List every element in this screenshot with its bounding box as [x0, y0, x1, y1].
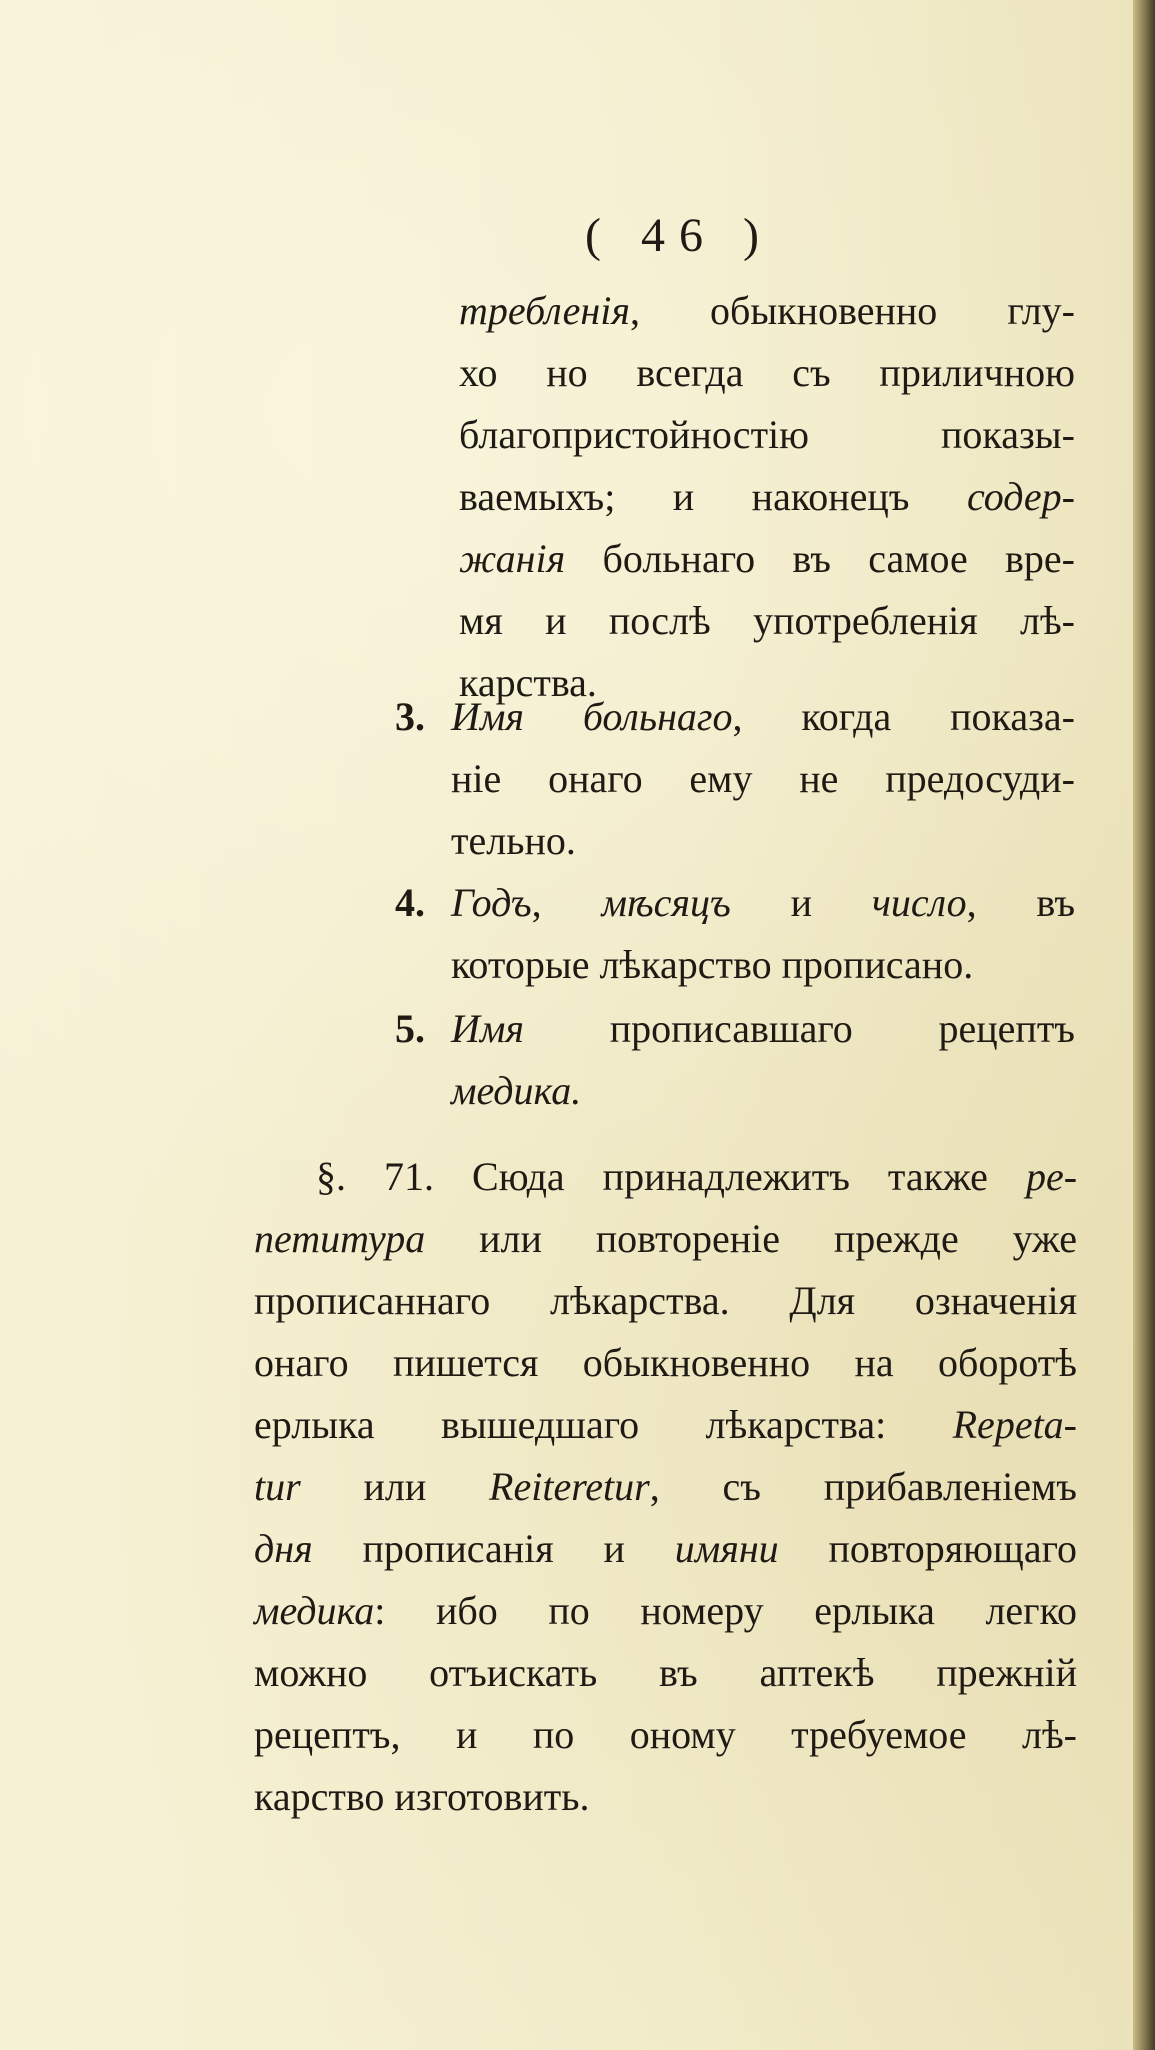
section-text: Сюда принадлежитъ также ре- [472, 1154, 1078, 1199]
item-3 [395, 686, 1075, 872]
section-line: онаго пишется обыкновенно на оборотѣ [254, 1340, 1077, 1385]
section-line: tur или Reiteretur, съ прибавленіемъ [254, 1464, 1077, 1509]
text-line: ваемыхъ; и наконецъ содер- [459, 474, 1075, 519]
text-line: мя и послѣ употребленія лѣ- [459, 598, 1075, 643]
item-line: которые лѣкарство прописано. [451, 942, 974, 987]
section-line: рецептъ, и по оному требуемое лѣ- [254, 1712, 1077, 1757]
section-71 [254, 1146, 1077, 1828]
item-line [395, 686, 1075, 748]
item-text: Годъ, мѣсяцъ и число, въ [451, 880, 1076, 925]
text-line: карства. [459, 660, 597, 705]
section-line: петитура или повтореніе прежде уже [254, 1216, 1077, 1261]
section-line: карство изготовить. [254, 1774, 590, 1819]
section-line: дня прописанія и имяни повторяющаго [254, 1526, 1077, 1571]
section-line: можно отъискать въ аптекѣ прежній [254, 1650, 1077, 1695]
item-number: 3. [395, 694, 425, 739]
item-number: 4. [395, 880, 425, 925]
item-text: Имя больнаго, когда показа- [451, 694, 1075, 739]
text-line: хо но всегда съ приличною [459, 350, 1075, 395]
item-line [395, 872, 1075, 934]
top-paragraph [459, 280, 1075, 714]
text-line: жанія больнаго въ самое вре- [459, 536, 1075, 581]
page-number: ( 46 ) [585, 209, 773, 262]
item-line: тельно. [451, 818, 576, 863]
section-marker: §. 71. [316, 1154, 435, 1199]
item-line: ніе онаго ему не предосуди- [451, 756, 1075, 801]
text-line: благопристойностію показы- [459, 412, 1075, 457]
item-text: Имя прописавшаго рецептъ [451, 1006, 1075, 1051]
section-first-line [316, 1146, 1077, 1208]
item-number: 5. [395, 1006, 425, 1051]
section-line: прописаннаго лѣкарства. Для означенія [254, 1278, 1077, 1323]
section-line: ерлыка вышедшаго лѣкарства: Repeta- [254, 1402, 1077, 1447]
item-line [395, 998, 1075, 1060]
text-line: требленія, обыкновенно глу- [459, 288, 1075, 333]
item-4 [395, 872, 1076, 996]
item-line: медика. [451, 1068, 582, 1113]
page-edge-shadow [1133, 0, 1155, 2050]
section-line: медика: ибо по номеру ерлыка легко [254, 1588, 1077, 1633]
item-5 [395, 998, 1075, 1122]
